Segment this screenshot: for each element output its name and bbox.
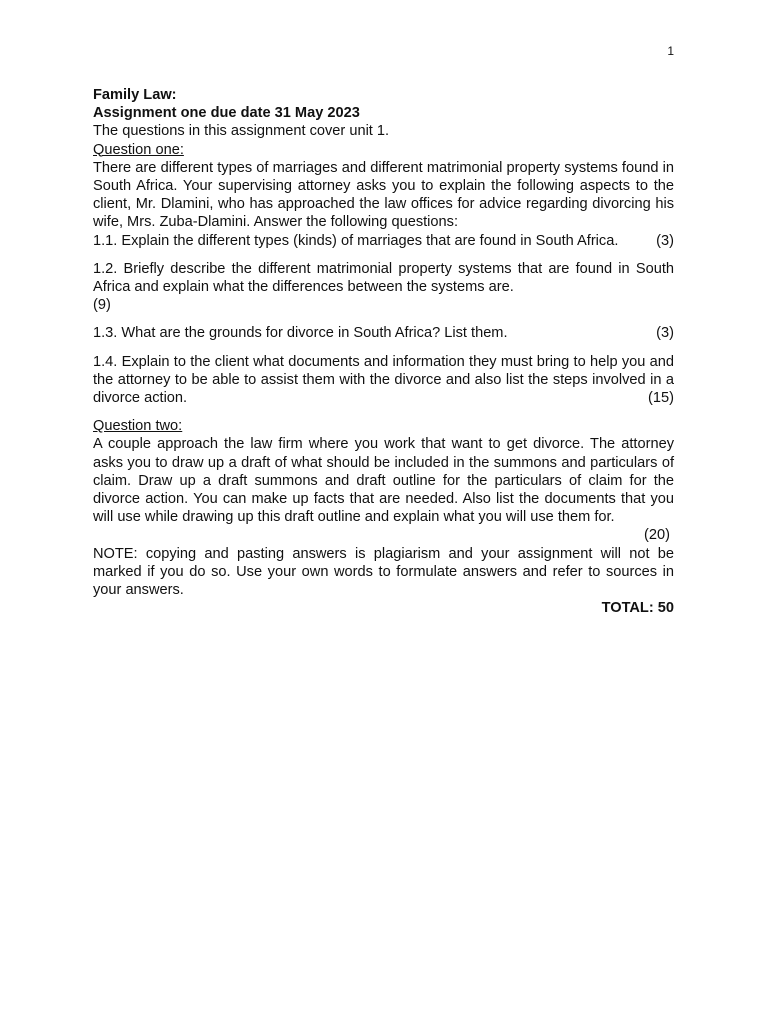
question-1-2-marks: (9) <box>93 297 111 314</box>
question-1-3-marks: (3) <box>656 325 674 342</box>
document-heading: Family Law: <box>93 87 177 103</box>
question-1-1 <box>93 232 674 250</box>
total-marks: TOTAL: 50 <box>601 600 674 617</box>
question-one-scenario: There are different types of marriages and different matrimonial property systems found in South Africa. Your supervising attorney asks you to explain the following aspects to the client, Mr. Dlamini, who has approached the law offices for advice regarding divorcing his wife, Mrs. Zuba-Dlamini. Answer the following questions: <box>93 159 674 231</box>
question-one-heading: Question one: <box>93 141 184 158</box>
question-two-heading: Question two: <box>93 418 183 435</box>
question-two-text: A couple approach the law firm where you work that want to get divorce. The attorney asks you to draw up a draft of what should be included in the summons and particulars of claim. Draw up a draft summons and draft outline for the particulars of claim for the divorce action. You can make up facts that are needed. Also list the documents that you will use while drawing up this draft outline and explain what you will use them for. <box>93 436 674 526</box>
document-body <box>93 86 674 618</box>
intro-text: The questions in this assignment cover unit 1. <box>93 123 390 140</box>
page-number: 1 <box>667 44 674 58</box>
question-1-2 <box>93 260 674 315</box>
question-1-4 <box>93 353 674 408</box>
question-1-2-text: 1.2. Briefly describe the different matrimonial property systems that are found in South Africa and explain what the differences between the systems are. <box>93 260 674 296</box>
question-1-1-marks: (3) <box>656 232 674 249</box>
question-1-1-text: 1.1. Explain the different types (kinds) of marriages that are found in South Africa. <box>93 232 619 249</box>
question-1-4-marks: (15) <box>648 390 674 407</box>
plagiarism-note: NOTE: copying and pasting answers is plagiarism and your assignment will not be marked if you do so. Use your own words to formulate answers and refer to sources in your answers. <box>93 545 674 599</box>
question-1-3-text: 1.3. What are the grounds for divorce in South Africa? List them. <box>93 325 508 342</box>
assignment-title: Assignment one due date 31 May 2023 <box>93 105 360 122</box>
question-1-4-text: 1.4. Explain to the client what documents and information they must bring to help you and the attorney to be able to assist them with the divorce and also list the steps involved in a divorce action. <box>93 353 674 407</box>
question-two-marks: (20) <box>644 527 670 544</box>
question-1-3 <box>93 324 674 342</box>
